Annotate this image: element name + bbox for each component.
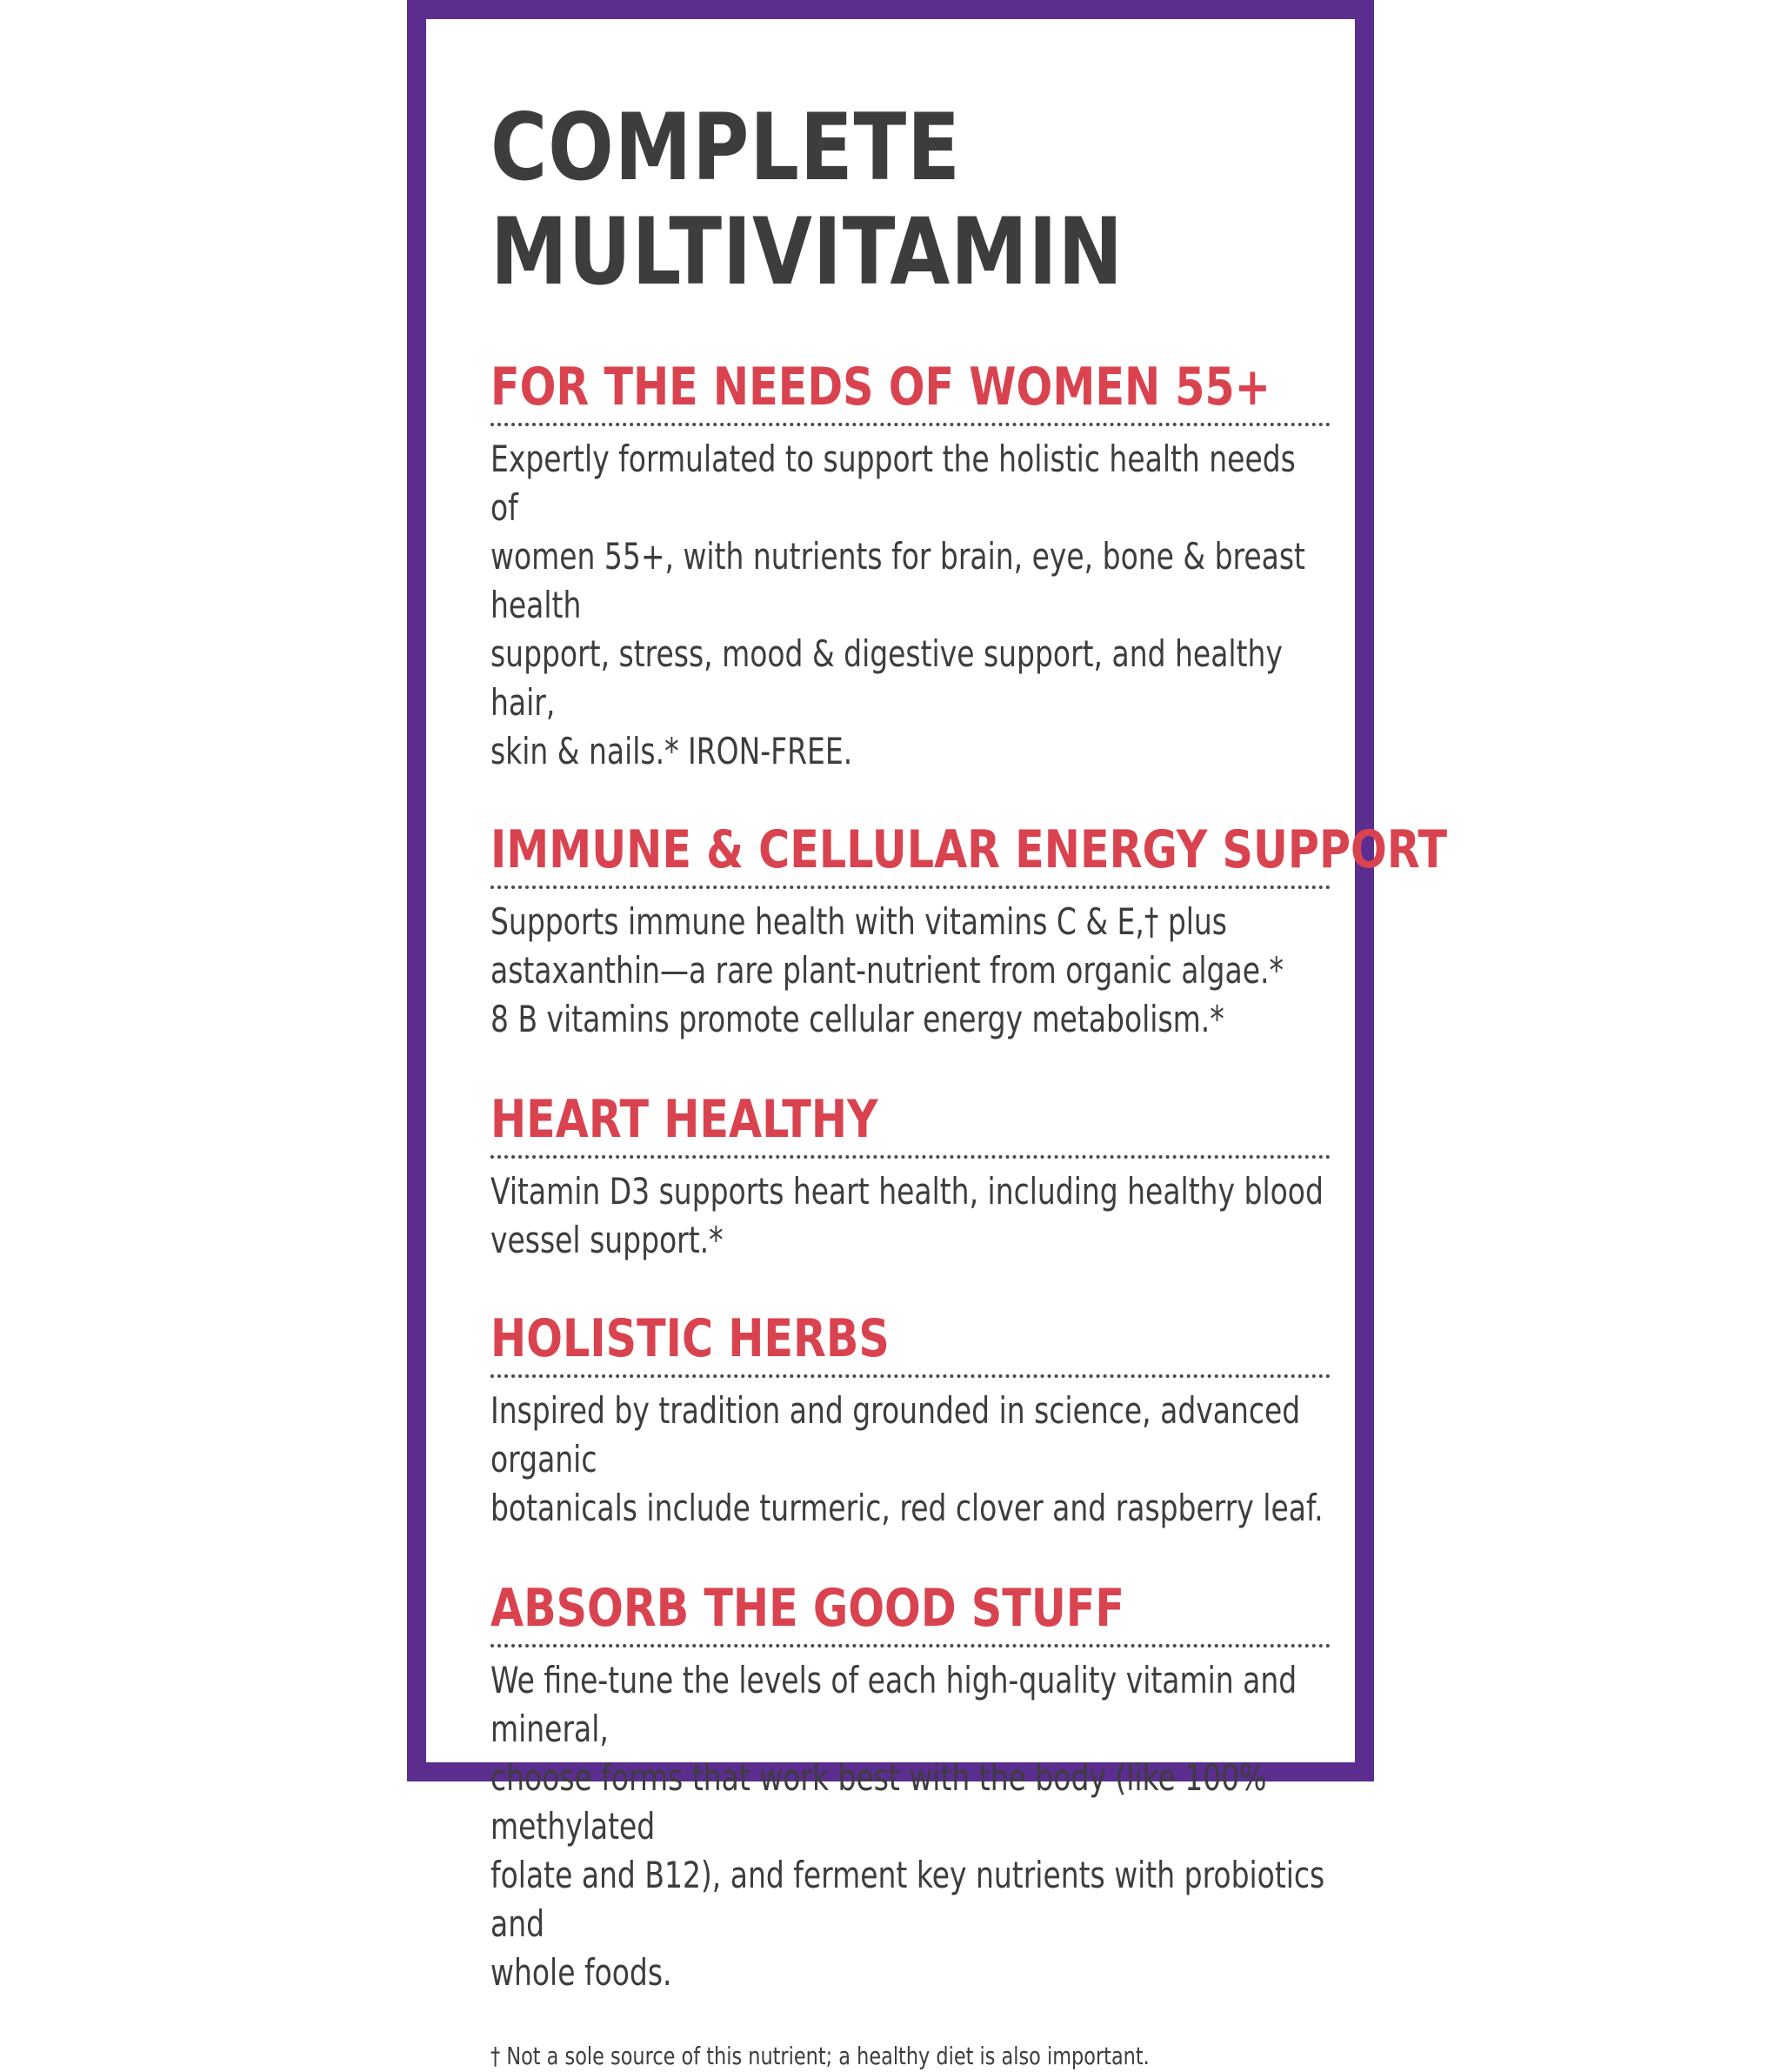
body-line: women 55+, with nutrients for brain, eye, bone & breast health bbox=[490, 535, 1305, 626]
section-heading: ABSORB THE GOOD STUFF bbox=[490, 1578, 1124, 1639]
footnote: † Not a sole source of this nutrient; a healthy diet is also important. bbox=[490, 2042, 1150, 2070]
dotted-divider bbox=[490, 423, 1331, 426]
body-line: support, stress, mood & digestive support, and healthy hair, bbox=[490, 632, 1283, 724]
body-line: Supports immune health with vitamins C & E,† plus bbox=[490, 900, 1227, 943]
body-line: choose forms that work best with the body (like 100% methylated bbox=[490, 1756, 1267, 1848]
section-body bbox=[490, 435, 1331, 776]
title-line-1: COMPLETE bbox=[490, 94, 961, 201]
section-body bbox=[490, 898, 1331, 1044]
section-heading: FOR THE NEEDS OF WOMEN 55+ bbox=[490, 357, 1271, 418]
section-body bbox=[490, 1656, 1331, 1997]
body-line: whole foods. bbox=[490, 1951, 672, 1994]
body-line: folate and B12), and ferment key nutrients with probiotics and bbox=[490, 1854, 1325, 1945]
body-line: Expertly formulated to support the holistic health needs of bbox=[490, 438, 1296, 529]
body-line: botanicals include turmeric, red clover and raspberry leaf. bbox=[490, 1487, 1324, 1529]
body-line: 8 B vitamins promote cellular energy metabolism.* bbox=[490, 998, 1224, 1040]
label-content bbox=[490, 94, 1448, 2072]
body-line: Inspired by tradition and grounded in science, advanced organic bbox=[490, 1389, 1301, 1480]
section-women-55 bbox=[490, 357, 1331, 776]
label-panel bbox=[407, 0, 1448, 2070]
body-line: vessel support.* bbox=[490, 1219, 724, 1261]
title-line-2: MULTIVITAMIN bbox=[490, 198, 1124, 305]
dotted-divider bbox=[490, 886, 1331, 889]
section-heading: IMMUNE & CELLULAR ENERGY SUPPORT bbox=[490, 819, 1448, 880]
section-heading: HEART HEALTHY bbox=[490, 1089, 878, 1150]
dotted-divider bbox=[490, 1155, 1331, 1159]
body-line: We fine-tune the levels of each high-quality vitamin and mineral, bbox=[490, 1659, 1297, 1750]
section-heading: HOLISTIC HERBS bbox=[490, 1308, 890, 1369]
dotted-divider bbox=[490, 1374, 1331, 1378]
body-line: skin & nails.* IRON-FREE. bbox=[490, 730, 853, 772]
dotted-divider bbox=[490, 1644, 1331, 1648]
section-body bbox=[490, 1387, 1331, 1533]
body-line: astaxanthin—a rare plant-nutrient from organic algae.* bbox=[490, 949, 1284, 992]
section-holistic-herbs bbox=[490, 1308, 1331, 1533]
body-line: Vitamin D3 supports heart health, including healthy blood bbox=[490, 1170, 1324, 1213]
page-title bbox=[490, 96, 1331, 304]
section-heart-healthy bbox=[490, 1089, 1331, 1265]
section-absorb bbox=[490, 1578, 1331, 1997]
section-immune-energy bbox=[490, 819, 1448, 1044]
section-body bbox=[490, 1167, 1331, 1265]
